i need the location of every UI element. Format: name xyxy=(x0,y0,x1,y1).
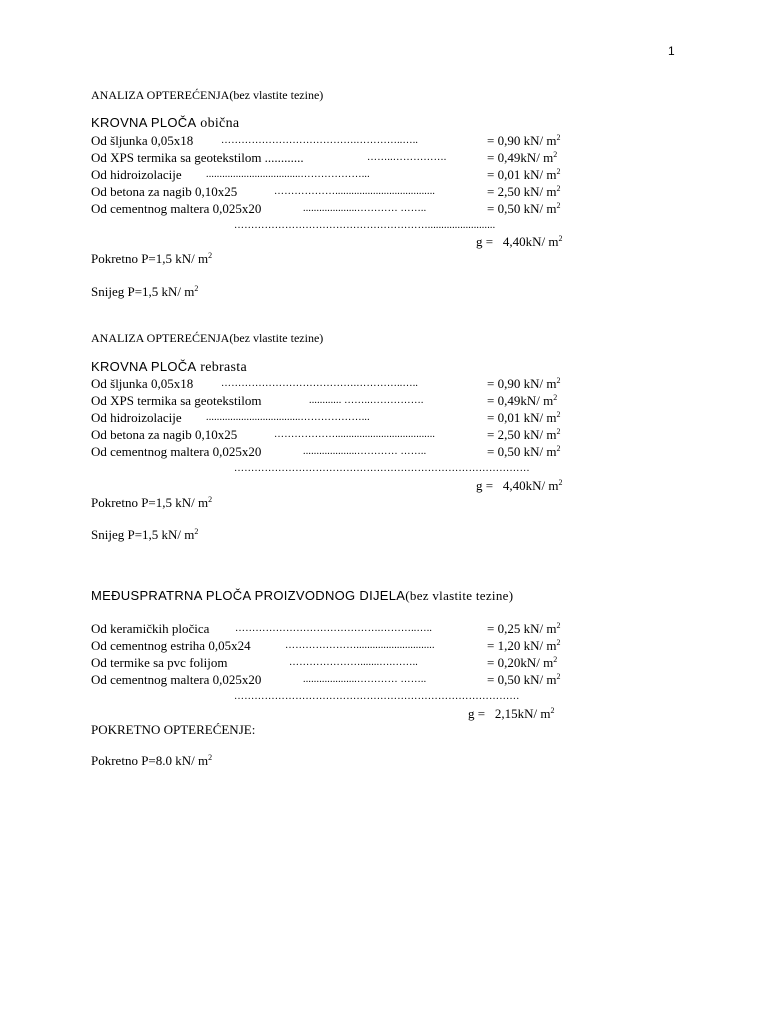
load-row xyxy=(91,671,591,689)
dot-leader: ………………..................................... xyxy=(274,186,436,197)
load-row xyxy=(91,392,591,410)
live-load-heading: POKRETNO OPTEREĆENJE: xyxy=(91,722,256,737)
load-value: = 0,01 kN/ $m^2$ xyxy=(487,410,561,425)
load-row xyxy=(91,426,591,444)
load-label: Od cementnog maltera 0,025x20 xyxy=(91,672,262,687)
load-label: Od XPS termika sa geotekstilom ............ xyxy=(91,150,304,165)
load-label: Od betona za nagib 0,10x25 xyxy=(91,184,238,199)
load-value: = 0,20kN/ $m^2$ xyxy=(487,655,558,670)
load-label: Od cementnog maltera 0,025x20 xyxy=(91,444,262,459)
live-load-line: Pokretno P=8.0 kN/ $m^2$ xyxy=(91,753,213,768)
total-label: g = xyxy=(468,706,486,721)
load-row xyxy=(91,620,591,638)
dot-leader: ....................………… …….. xyxy=(303,203,427,214)
load-label: Od cementnog maltera 0,025x20 xyxy=(91,201,262,216)
load-row xyxy=(91,166,591,184)
dot-leader: ....................………… …….. xyxy=(303,674,427,685)
subheading-main: KROVNA PLOČA xyxy=(91,115,197,130)
heading-note: (bez vlastite tezine) xyxy=(229,88,324,102)
section-heading xyxy=(91,588,513,605)
load-value: = 0,25 kN/ $m^2$ xyxy=(487,621,561,636)
load-value: = 0,50 kN/ $m^2$ xyxy=(487,201,561,216)
section-total: g = 2,15kN/ $m^2$ xyxy=(468,706,555,721)
load-row xyxy=(91,149,591,167)
load-label: Od šljunka 0,05x18 xyxy=(91,376,194,391)
load-label: Od cementnog estriha 0,05x24 xyxy=(91,638,251,653)
section-subheading xyxy=(91,359,247,376)
load-row xyxy=(91,637,591,655)
load-label: Od hidroizolacije xyxy=(91,410,182,425)
dot-leader: ....................………… …….. xyxy=(303,446,427,457)
total-value: 2,15kN/ m xyxy=(494,706,551,721)
load-label: Od XPS termika sa geotekstilom xyxy=(91,393,262,408)
section-subheading xyxy=(91,115,239,132)
section-heading xyxy=(91,87,323,103)
load-label: Od termike sa pvc folijom xyxy=(91,655,228,670)
load-row xyxy=(91,409,591,427)
load-row xyxy=(91,375,591,393)
load-value: = 0,01 kN/ $m^2$ xyxy=(487,167,561,182)
dot-leader: ............ ……..……………. xyxy=(309,395,424,406)
subheading-main: KROVNA PLOČA xyxy=(91,359,197,374)
load-value: = 0,50 kN/ $m^2$ xyxy=(487,444,561,459)
section-total: g = 4,40kN/ $m^2$ xyxy=(476,234,563,249)
dot-leader: ………………………………….…………..….. xyxy=(221,378,419,389)
total-value: 4,40kN/ m xyxy=(502,234,559,249)
load-row xyxy=(91,443,591,461)
live-load-line: Pokretno P=1,5 kN/ $m^2$ xyxy=(91,251,213,266)
heading-text: MEĐUSPRATRNA PLOČA PROIZVODNOG DIJELA xyxy=(91,588,406,603)
load-value: = 2,50 kN/ $m^2$ xyxy=(487,427,561,442)
subheading-type: rebrasta xyxy=(196,360,247,375)
dot-leader: ………………….......….…….. xyxy=(289,657,418,668)
dot-leader: …………………............................. xyxy=(285,640,435,651)
load-value: = 2,50 kN/ $m^2$ xyxy=(487,184,561,199)
section-total: g = 4,40kN/ $m^2$ xyxy=(476,478,563,493)
sum-separator: ………………………………………………………………………… xyxy=(234,691,520,702)
heading-note: (bez vlastite tezine) xyxy=(405,588,514,603)
load-value: = 0,49kN/ $m^2$ xyxy=(487,393,558,408)
load-value: = 1,20 kN/ $m^2$ xyxy=(487,638,561,653)
load-label: Od šljunka 0,05x18 xyxy=(91,133,194,148)
load-value: = 0,90 kN/ $m^2$ xyxy=(487,133,561,148)
dot-leader: ...................................………………... xyxy=(206,412,370,423)
dot-leader: ………………..................................... xyxy=(274,429,436,440)
dot-leader: …………………………………….………..….. xyxy=(235,623,433,634)
load-label: Od hidroizolacije xyxy=(91,167,182,182)
load-value: = 0,50 kN/ $m^2$ xyxy=(487,672,561,687)
load-label: Od betona za nagib 0,10x25 xyxy=(91,427,238,442)
load-row xyxy=(91,183,591,201)
snow-load-line: Snijeg P=1,5 kN/ $m^2$ xyxy=(91,527,199,542)
snow-load-line: Snijeg P=1,5 kN/ $m^2$ xyxy=(91,284,199,299)
total-label: g = xyxy=(476,234,494,249)
heading-note: (bez vlastite tezine) xyxy=(229,331,324,345)
dot-leader: ………………………………….…………..….. xyxy=(221,135,419,146)
sum-separator: …………………………………………………………………………… xyxy=(234,463,530,474)
heading-text: ANALIZA OPTEREĆENJA xyxy=(91,331,230,345)
heading-text: ANALIZA OPTEREĆENJA xyxy=(91,88,230,102)
page-number: 1 xyxy=(668,44,675,58)
section-heading xyxy=(91,330,323,346)
dot-leader: ……..……………. xyxy=(367,152,447,163)
total-label: g = xyxy=(476,478,494,493)
load-label: Od keramičkih pločica xyxy=(91,621,210,636)
live-load-line: Pokretno P=1,5 kN/ $m^2$ xyxy=(91,495,213,510)
dot-leader: ...................................………………... xyxy=(206,169,370,180)
load-value: = 0,49kN/ $m^2$ xyxy=(487,150,558,165)
sum-separator: …………………………………………………......................... xyxy=(234,220,496,231)
load-row xyxy=(91,200,591,218)
total-value: 4,40kN/ m xyxy=(502,478,559,493)
load-row xyxy=(91,654,591,672)
subheading-type: obična xyxy=(196,116,240,131)
load-value: = 0,90 kN/ $m^2$ xyxy=(487,376,561,391)
load-row xyxy=(91,132,591,150)
